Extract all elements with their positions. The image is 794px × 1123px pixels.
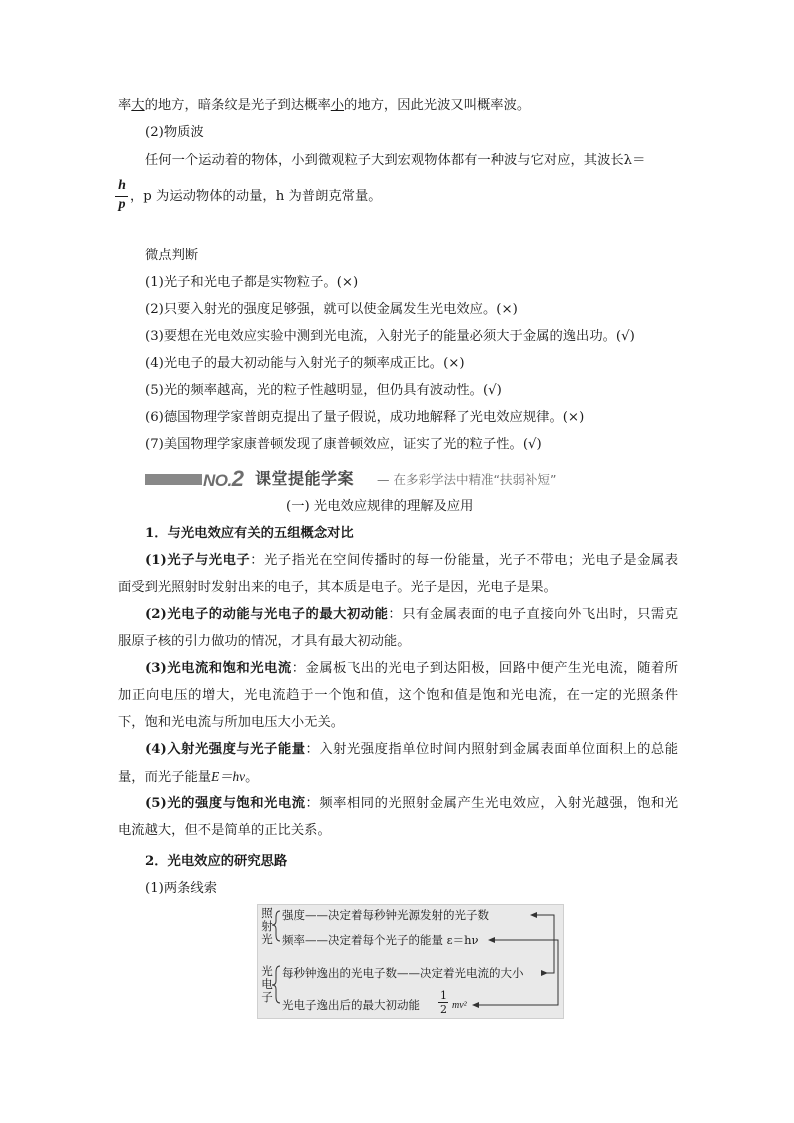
banner-bar [145,474,202,485]
section-title: (一) 光电效应规律的理解及应用 [286,499,474,514]
heading-five-concepts: 1．与光电效应有关的五组概念对比 [145,526,354,541]
paragraph-line: (1)光子与光电子：光子指光在空间传播时的每一份能量，光子不带电；光电子是金属表 [145,553,678,568]
subheading-two-clues: (1)两条线索 [145,881,218,896]
paragraph-line: 电流越大，但不是简单的正比关系。 [118,823,331,838]
paragraph-line: 率大的地方，暗条纹是光子到达概率小的地方，因此光波又叫概率波。 [118,98,531,113]
banner-subtitle: — 在多彩学法中精准“扶弱补短” [377,472,557,487]
paragraph-line: 服原子核的引力做功的情况，才具有最大初动能。 [118,634,411,649]
judgement-item: (6)德国物理学家普朗克提出了量子假说，成功地解释了光电效应规律。(×) [145,410,585,425]
paragraph-line: 面受到光照射时发射出来的电子，其本质是电子。光子是因，光电子是果。 [118,580,557,595]
label-photoelectron: 光 电 子 [261,964,273,1004]
diagram-kinetic-term: mv² [452,1000,467,1011]
label-incident-light: 照 射 光 [261,906,273,946]
diagram-row-intensity: 强度——决定着每秒钟光源发射的光子数 [282,908,489,922]
diagram-row-electron-count: 每秒钟逸出的光电子数——决定着光电流的大小 [282,966,524,980]
paragraph-line: (5)光的强度与饱和光电流：频率相同的光照射金属产生光电效应，入射光越强，饱和光 [145,796,679,811]
banner-number: NO.2 [203,466,244,491]
paragraph-line: 下，饱和光电流与所加电压大小无关。 [118,715,345,730]
judgement-heading: 微点判断 [145,248,199,263]
paragraph-line: (3)光电流和饱和光电流：金属板飞出的光电子到达阳极，回路中便产生光电流，随着所 [145,661,679,676]
judgement-item: (1)光子和光电子都是实物粒子。(×) [145,275,359,290]
judgement-item: (4)光电子的最大初动能与入射光子的频率成正比。(×) [145,356,465,371]
diagram-fraction-num: 1 [440,989,447,1002]
heading-research-approach: 2．光电效应的研究思路 [145,854,288,869]
diagram-row-max-kinetic: 光电子逸出后的最大初动能 [282,998,420,1012]
banner-title: 课堂提能学案 [255,469,355,488]
diagram-fraction-den: 2 [440,1003,447,1016]
judgement-item: (7)美国物理学家康普顿发现了康普顿效应，证实了光的粒子性。(√) [145,437,542,452]
judgement-item: (3)要想在光电效应实验中测到光电流，入射光子的能量必须大于金属的逸出功。(√) [145,329,635,344]
paragraph-line: 量，而光子能量E＝hν。 [118,769,259,785]
photoelectric-clue-diagram [257,904,564,1019]
paragraph-line: ，p 为运动物体的动量，h 为普朗克常量。 [130,189,382,204]
judgement-item: (5)光的频率越高，光的粒子性越明显，但仍具有波动性。(√) [145,383,502,398]
judgement-item: (2)只要入射光的强度足够强，就可以使金属发生光电效应。(×) [145,302,518,317]
paragraph-line: 任何一个运动着的物体，小到微观粒子大到宏观物体都有一种波与它对应，其波长λ＝ [145,153,646,168]
fraction-numerator: h [118,178,126,193]
paragraph-line: (2)光电子的动能与光电子的最大初动能：只有金属表面的电子直接向外飞出时，只需克 [145,607,679,622]
subheading-matter-wave: (2)物质波 [145,125,204,140]
diagram-row-frequency: 频率——决定着每个光子的能量 ε＝hν [282,933,479,947]
fraction-denominator: p [118,197,126,212]
paragraph-line: 加正向电压的增大，光电流趋于一个饱和值，这个饱和值是饱和光电流，在一定的光照条件 [118,688,678,703]
paragraph-line: (4)入射光强度与光子能量：入射光强度指单位时间内照射到金属表面单位面积上的总能 [145,742,679,757]
